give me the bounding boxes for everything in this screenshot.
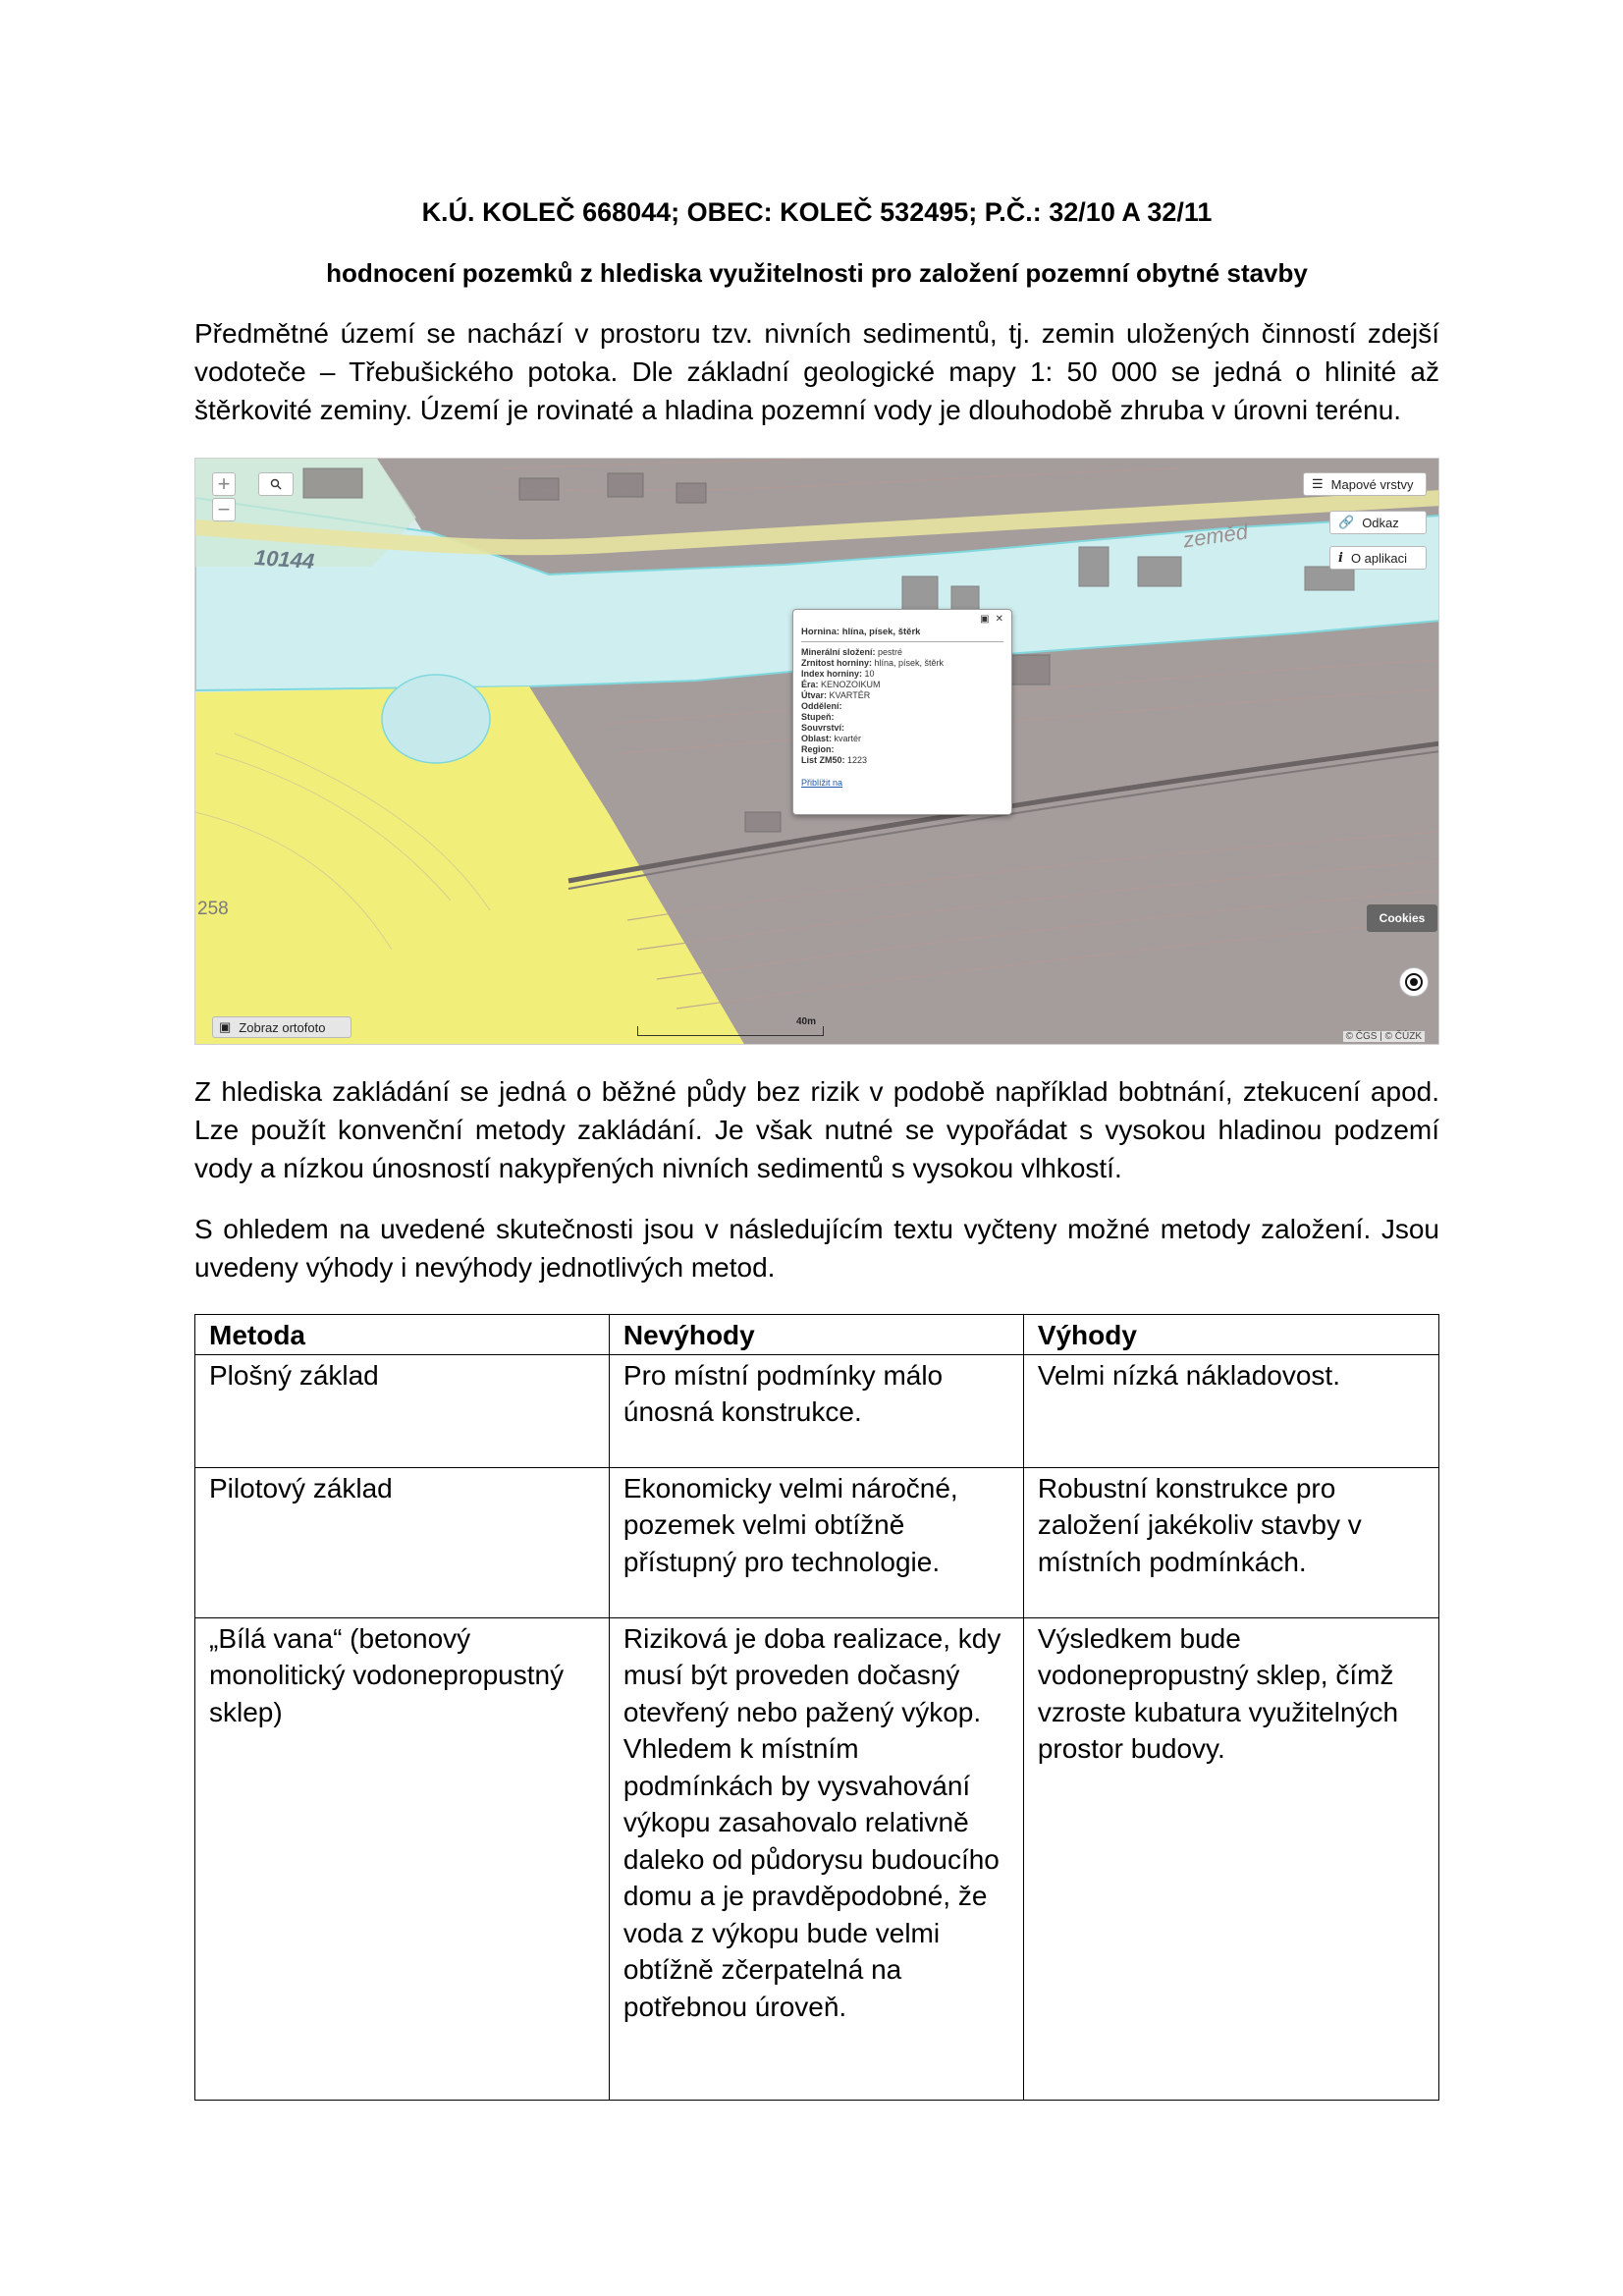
place-name-label: zeměd [1181,519,1250,553]
popup-attribute-row [801,712,1003,723]
popup-attribute-value: KVARTÉR [829,690,871,700]
table-cell-method: Plošný základ [195,1354,610,1467]
show-orthophoto-button[interactable] [212,1016,352,1038]
parcel-number-label: 10144 [253,544,316,574]
table-cell-disadvantages: Riziková je doba realizace, kdy musí být proveden dočasný otevřený nebo pažený výkop. Vhledem k místním podmínkách by vysvahování výkopu zasahovalo relativně daleko od půdorysu budoucího domu a je pravděpodobné, že voda z výkopu bude velmi obtížně zčerpatelná na potřebnou úroveň. [609,1617,1023,2100]
column-header-advantages: Výhody [1023,1315,1438,1355]
popup-attribute-row [801,669,1003,680]
table-cell-advantages: Velmi nízká nákladovost. [1023,1354,1438,1467]
popup-attribute-key: Stupeň: [801,712,835,722]
map-credit: © ČGS | © ČÚZK [1343,1031,1425,1042]
layers-icon: ☰ [1312,476,1324,491]
zoom-to-link[interactable]: Přiblížit na [801,778,843,788]
locate-icon [1403,971,1425,993]
intro-paragraph: Předmětné území se nachází v prostoru tzv. nivních sedimentů, tj. zemin uložených činností zdejší vodoteče – Třebušického potoka. Dle základní geologické mapy 1: 50 000 se jedná o hlinité až štěrkovité zeminy. Území je rovinaté a hladina pozemní vody je dlouhodobě zhruba v úrovni terénu. [194,318,1439,425]
table-cell-disadvantages: Pro místní podmínky málo únosná konstrukce. [609,1354,1023,1467]
popup-attribute-key: Region: [801,744,835,754]
table-row [195,1617,1439,2100]
table-header-row [195,1315,1439,1355]
table-cell-disadvantages: Ekonomicky velmi náročné, pozemek velmi obtížně přístupný pro technologie. [609,1467,1023,1617]
show-orthophoto-label: Zobraz ortofoto [239,1019,326,1035]
table-cell-advantages: Robustní konstrukce pro založení jakékoliv stavby v místních podmínkách. [1023,1467,1438,1617]
table-row [195,1467,1439,1617]
popup-attribute-row [801,734,1003,744]
map-layers-label: Mapové vrstvy [1330,476,1414,492]
about-button[interactable] [1329,546,1427,570]
locate-button[interactable] [1399,967,1429,997]
table-row [195,1354,1439,1467]
popup-attribute-value: 1223 [847,755,868,765]
search-button[interactable] [258,472,294,496]
elevation-label: 258 [197,899,229,919]
feature-info-popup [792,609,1012,815]
orthophoto-icon: ▣ [219,1019,232,1034]
methods-table [194,1314,1439,2101]
zoom-out-button[interactable]: − [212,498,236,521]
methods-intro-paragraph: S ohledem na uvedené skutečnosti jsou v následujícím textu vyčteny možné metody založení. Jsou uvedeny výhody i nevýhody jednotlivých metod. [194,1214,1439,1283]
document-subtitle: hodnocení pozemků z hlediska využitelnosti pro založení pozemní obytné stavby [326,258,1308,288]
popup-attribute-key: Zrnitost horniny: [801,658,872,668]
popup-attribute-value: KENOZOIKUM [821,680,881,689]
link-button[interactable] [1329,511,1427,534]
popup-attribute-key: Éra: [801,680,819,689]
popup-attribute-row [801,680,1003,690]
column-header-disadvantages: Nevýhody [609,1315,1023,1355]
cookies-button[interactable]: Cookies [1367,904,1437,932]
about-label: O aplikaci [1350,550,1408,566]
popup-attribute-key: List ZM50: [801,755,845,765]
popup-maximize-icon[interactable]: ▣ [980,614,990,625]
geology-map[interactable] [194,458,1439,1045]
popup-title: Hornina: hlína, písek, štěrk [801,624,1003,642]
popup-attribute-key: Oblast: [801,734,833,743]
popup-attribute-value: kvartér [834,734,862,743]
zoom-in-button[interactable]: + [212,472,236,496]
link-label: Odkaz [1362,515,1399,530]
popup-attribute-key: Oddělení: [801,701,842,711]
table-cell-advantages: Výsledkem bude vodonepropustný sklep, čímž vzroste kubatura využitelných prostor budovy. [1023,1617,1438,2100]
foundation-paragraph: Z hlediska zakládání se jedná o běžné půdy bez rizik v podobě například bobtnání, ztekucení apod. Lze použít konvenční metody zakládání. Je však nutné se vypořádat s vysokou hladinou podzemí vody a nízkou únosností nakypřených nivních sedimentů s vysokou vlhkostí. [194,1076,1439,1183]
popup-attribute-row [801,658,1003,669]
column-header-method: Metoda [195,1315,610,1355]
popup-attribute-key: Útvar: [801,690,828,700]
popup-attribute-row [801,744,1003,755]
popup-attribute-row [801,701,1003,712]
table-cell-method: „Bílá vana“ (betonový monolitický vodonepropustný sklep) [195,1617,610,2100]
popup-attribute-row [801,723,1003,734]
scale-bar [637,1026,824,1036]
popup-attribute-value: pestré [878,647,903,657]
popup-close-icon[interactable]: ✕ [995,614,1003,625]
popup-attribute-value: 10 [864,669,875,679]
popup-attribute-value: hlína, písek, štěrk [874,658,945,668]
popup-attribute-key: Index horniny: [801,669,863,679]
info-icon: i [1338,550,1343,566]
scale-label: 40m [796,1016,817,1027]
popup-attribute-key: Minerální složení: [801,647,876,657]
search-icon [270,478,282,490]
popup-attribute-key: Souvrství: [801,723,845,733]
table-cell-method: Pilotový základ [195,1467,610,1617]
map-layers-button[interactable] [1303,472,1427,496]
popup-attribute-row [801,647,1003,658]
popup-attribute-row [801,690,1003,701]
document-title: K.Ú. KOLEČ 668044; OBEC: KOLEČ 532495; P.Č.: 32/10 A 32/11 [421,197,1213,227]
popup-attribute-row [801,755,1003,766]
link-icon: 🔗 [1338,515,1355,529]
